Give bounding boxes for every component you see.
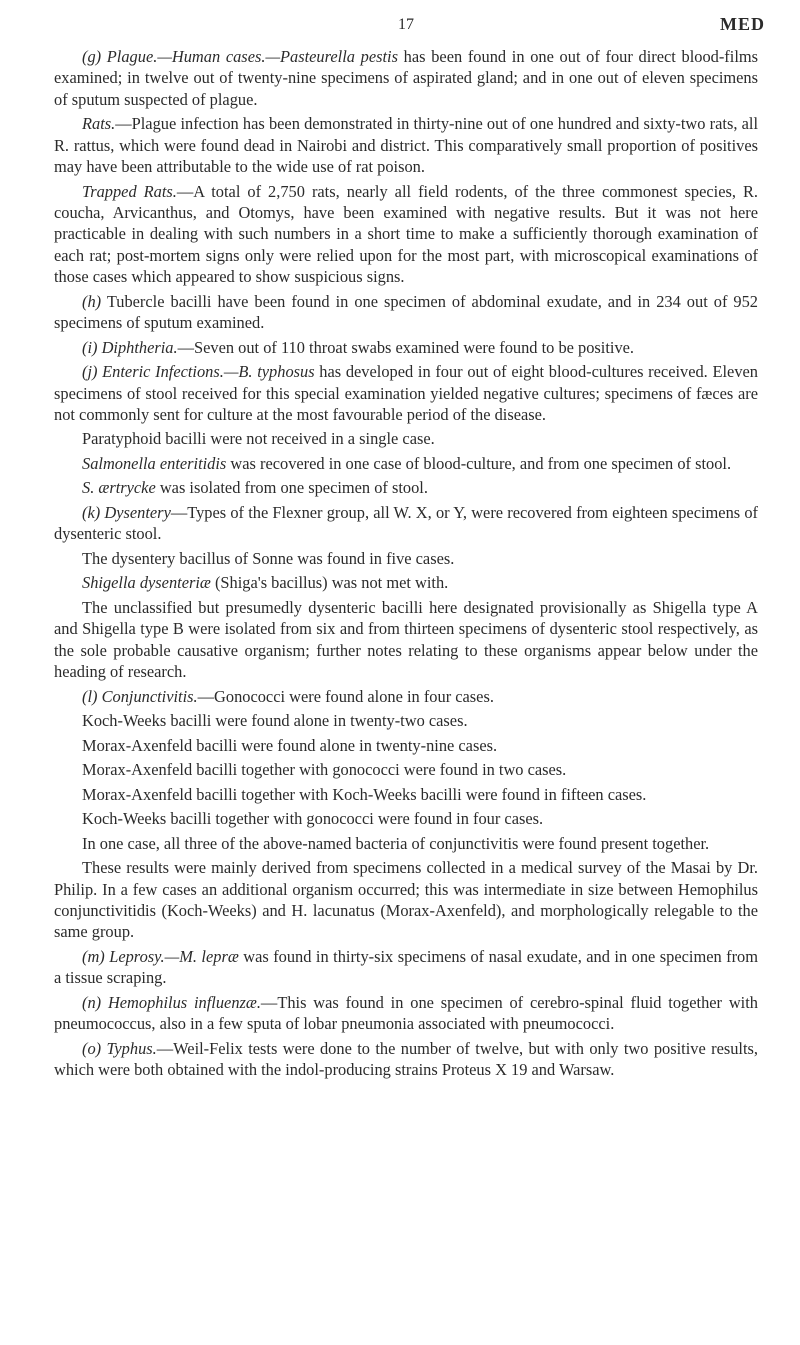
paragraph-text: Morax-Axenfeld bacilli together with gonococci were found in two cases. [82, 760, 567, 780]
paragraph [54, 113, 758, 177]
paragraph [54, 992, 758, 1035]
paragraph-lead: (k) Dysentery [82, 502, 171, 522]
paragraph-text: Morax-Axenfeld bacilli together with Koch-Weeks bacilli were found in fifteen cases. [82, 784, 647, 804]
paragraph-lead: (l) Conjunctivitis. [82, 686, 198, 706]
paragraph-text: —Plague infection has been demonstrated in thirty-nine out of one hundred and sixty-two rats, all R. rattus, which were found dead in Nairobi and district. This comparatively small proportion of positives may have been attributable to the wide use of rat poison. [54, 114, 758, 177]
paragraph-text: Morax-Axenfeld bacilli were found alone in twenty-nine cases. [82, 735, 498, 755]
paragraph [54, 946, 758, 989]
paragraph [54, 453, 758, 474]
paragraph-text: Koch-Weeks bacilli were found alone in twenty-two cases. [82, 711, 468, 731]
paragraph-lead: (h) [82, 291, 102, 311]
paragraph-text: The unclassified but presumedly dysenteric bacilli here designated provisionally as Shigella type A and Shigella type B were isolated from six and from thirteen specimens of dysenteric stool respectively, as the sole probable causative organism; further notes relating to these organisms appear below under the heading of research. [54, 597, 758, 682]
paragraph [54, 857, 758, 943]
body-text [54, 46, 758, 1084]
paragraph [54, 361, 758, 425]
paragraph-lead: (m) Leprosy.—M. lepræ [82, 946, 239, 966]
paragraph-text: Koch-Weeks bacilli together with gonococci were found in four cases. [82, 809, 544, 829]
paragraph-text: —This was found in one specimen of cerebro-spinal fluid together with pneumococcus, also in a few sputa of lobar pneumonia associated with pneumococci. [54, 992, 758, 1034]
paragraph [54, 808, 758, 829]
paragraph-text: has been found in one out of four direct blood-films examined; in twelve out of twenty-nine specimens of aspirated gland; and in one out of eleven specimens of sputum suspected of plague. [54, 47, 759, 109]
paragraph [54, 502, 758, 545]
paragraph-text: The dysentery bacillus of Sonne was found in five cases. [82, 548, 455, 568]
paragraph-text: Tubercle bacilli have been found in one specimen of abdominal exudate, and in 234 out of 952 specimens of sputum examined. [54, 291, 758, 333]
paragraph [54, 46, 758, 110]
paragraph-text: In one case, all three of the above-named bacteria of conjunctivitis were found present together. [82, 833, 710, 853]
paragraph-text: —Weil-Felix tests were done to the number of twelve, but with only two positive results, which were both obtained with the indol-producing strains Proteus X 19 and Warsaw. [54, 1038, 758, 1080]
page-header [0, 6, 800, 36]
paragraph-lead: Salmonella enteritidis [82, 453, 227, 473]
paragraph-lead: (n) Hemophilus influenzæ. [82, 992, 261, 1012]
paragraph [54, 710, 758, 731]
running-title: MED [720, 14, 765, 34]
paragraph-lead: (j) Enteric Infections.—B. typhosus [82, 362, 315, 382]
paragraph [54, 181, 758, 288]
paragraph-text: These results were mainly derived from specimens collected in a medical survey of the Masai by Dr. Philip. In a few cases an additional organism occurred; this was intermediate in size between Hemophilus conjunctivitidis (Koch-Weeks) and H. lacunatus (Morax-Axenfeld), and morphologically relegable to the same group. [54, 858, 758, 942]
paragraph [54, 597, 758, 683]
page-number: 17 [398, 16, 414, 33]
paragraph [54, 337, 758, 358]
paragraph [54, 548, 758, 569]
paragraph-text: —Seven out of 110 throat swabs examined were found to be positive. [177, 337, 635, 357]
paragraph-text: was recovered in one case of blood-culture, and from one specimen of stool. [226, 453, 732, 473]
paragraph-lead: Shigella dysenteriæ [82, 573, 211, 593]
paragraph-text: —A total of 2,750 rats, nearly all field rodents, of the three commonest species, R. coucha, Arvicanthus, and Otomys, have been examined with negative results. But it was not here practicable in dealing with such numbers in a short time to make a sufficiently thorough examination of each rat; post-mortem signs only were relied upon for the most part, with microscopical examinations of those cases which appeared to show suspicious signs. [54, 181, 758, 287]
paragraph [54, 1038, 758, 1081]
paragraph-text: —Gonococci were found alone in four cases. [197, 686, 494, 706]
paragraph [54, 477, 758, 498]
paragraph [54, 759, 758, 780]
paragraph [54, 428, 758, 449]
paragraph-lead: (i) Diphtheria. [82, 337, 178, 357]
paragraph-text: was found in thirty-six specimens of nasal exudate, and in one specimen from a tissue scraping. [54, 946, 758, 988]
paragraph-text: Paratyphoid bacilli were not received in a single case. [82, 429, 435, 449]
paragraph-lead: (o) Typhus. [82, 1038, 157, 1058]
paragraph-text: has developed in four out of eight blood-cultures received. Eleven specimens of stool received for this special examination yielded negative cultures; specimens of fæces are not commonly sent for culture at the most favourable period of the disease. [54, 362, 758, 424]
paragraph [54, 784, 758, 805]
paragraph-text: (Shiga's bacillus) was not met with. [210, 573, 449, 593]
paragraph-text: —Types of the Flexner group, all W. X, or Y, were recovered from eighteen specimens of dysenteric stool. [54, 502, 758, 544]
paragraph [54, 686, 758, 707]
paragraph [54, 572, 758, 593]
paragraph-lead: S. ærtrycke [82, 478, 156, 498]
paragraph [54, 833, 758, 854]
paragraph [54, 291, 758, 334]
paragraph-lead: (g) Plague.—Human cases.—Pasteurella pestis [82, 47, 398, 66]
paragraph-lead: Rats. [82, 114, 116, 134]
paragraph-text: was isolated from one specimen of stool. [155, 478, 428, 498]
paragraph [54, 735, 758, 756]
paragraph-lead: Trapped Rats. [82, 181, 177, 201]
